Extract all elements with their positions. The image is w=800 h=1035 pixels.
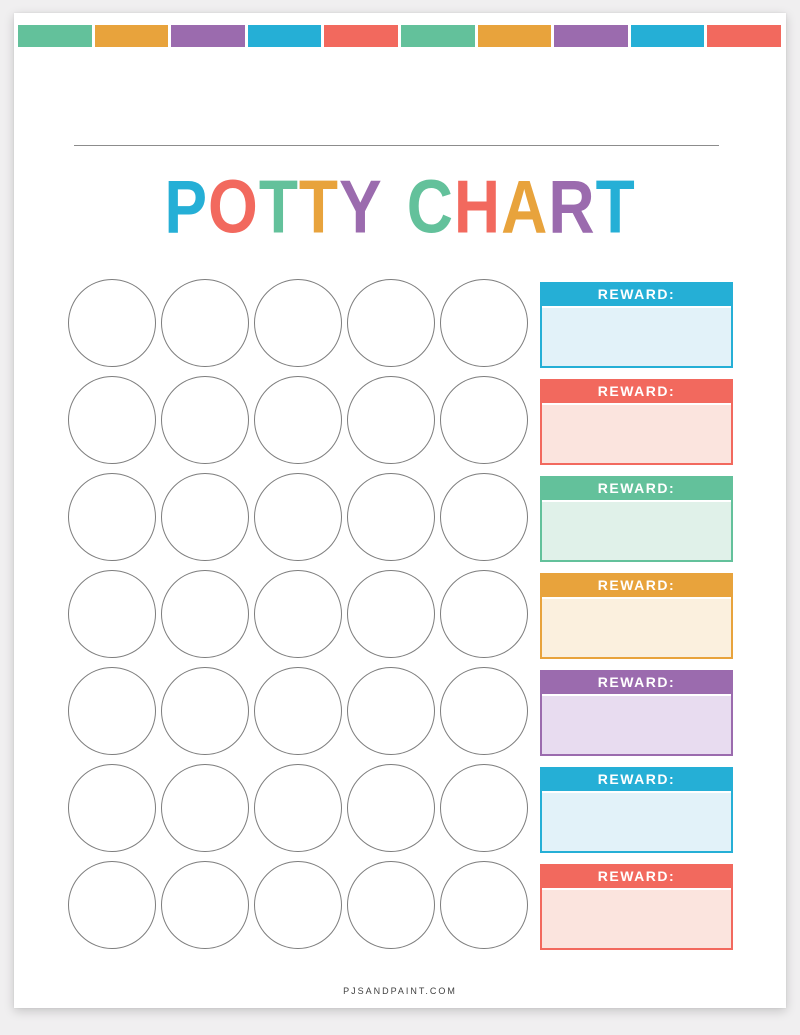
reward-write-in-area	[542, 597, 731, 657]
title-letter: H	[453, 164, 502, 250]
reward-box	[540, 379, 733, 465]
sticker-circle	[161, 473, 249, 561]
footer-credit: PJSANDPAINT.COM	[343, 986, 457, 996]
reward-box	[540, 573, 733, 659]
title-letter: R	[548, 164, 596, 250]
sticker-circle	[440, 279, 528, 367]
sticker-circle	[68, 473, 156, 561]
sticker-circle	[254, 667, 342, 755]
page-title	[14, 163, 786, 250]
reward-header-label: REWARD:	[541, 768, 732, 791]
reward-write-in-area	[542, 403, 731, 463]
sticker-circle	[254, 861, 342, 949]
sticker-circle	[347, 667, 435, 755]
sticker-circle	[347, 473, 435, 561]
title-letter: Y	[339, 164, 383, 250]
sticker-circle	[254, 570, 342, 658]
sticker-circle	[254, 279, 342, 367]
banner-color-block	[171, 25, 245, 47]
reward-header-label: REWARD:	[541, 671, 732, 694]
sticker-circle	[440, 570, 528, 658]
reward-write-in-area	[542, 694, 731, 754]
header-divider-line	[74, 145, 719, 146]
sticker-circle	[347, 279, 435, 367]
reward-header-label: REWARD:	[541, 865, 732, 888]
sticker-circle	[254, 764, 342, 852]
banner-color-block	[324, 25, 398, 47]
sticker-circle	[68, 279, 156, 367]
sticker-circle	[347, 376, 435, 464]
reward-write-in-area	[542, 791, 731, 851]
reward-header-label: REWARD:	[541, 574, 732, 597]
sticker-circle	[68, 376, 156, 464]
sticker-circle	[161, 279, 249, 367]
title-letter: O	[208, 164, 259, 250]
title-letter: T	[298, 164, 339, 250]
reward-write-in-area	[542, 888, 731, 948]
reward-header-label: REWARD:	[541, 283, 732, 306]
sticker-circle	[68, 570, 156, 658]
sticker-circle	[161, 570, 249, 658]
reward-box	[540, 767, 733, 853]
banner-color-block	[707, 25, 781, 47]
reward-box	[540, 476, 733, 562]
banner-color-block	[631, 25, 705, 47]
reward-write-in-area	[542, 500, 731, 560]
sticker-circle	[347, 861, 435, 949]
sticker-circle	[161, 764, 249, 852]
rewards-column	[540, 282, 733, 950]
title-letter: T	[595, 164, 636, 250]
banner-color-block	[554, 25, 628, 47]
title-letter: C	[406, 164, 454, 250]
title-letter: T	[258, 164, 299, 250]
reward-box	[540, 282, 733, 368]
sticker-circle	[161, 376, 249, 464]
sticker-circle	[440, 473, 528, 561]
sticker-circle	[161, 861, 249, 949]
sticker-grid	[68, 279, 528, 949]
sticker-circle	[68, 764, 156, 852]
reward-box	[540, 864, 733, 950]
banner-color-block	[18, 25, 92, 47]
sticker-circle	[347, 764, 435, 852]
title-letter: P	[164, 164, 209, 250]
reward-write-in-area	[542, 306, 731, 366]
sticker-circle	[68, 861, 156, 949]
title-letter: A	[501, 164, 549, 250]
printable-page	[14, 13, 786, 1008]
reward-box	[540, 670, 733, 756]
sticker-circle	[347, 570, 435, 658]
sticker-circle	[440, 764, 528, 852]
reward-header-label: REWARD:	[541, 477, 732, 500]
sticker-circle	[440, 667, 528, 755]
reward-header-label: REWARD:	[541, 380, 732, 403]
banner-color-block	[478, 25, 552, 47]
banner-color-block	[248, 25, 322, 47]
top-banner	[18, 25, 781, 47]
sticker-circle	[68, 667, 156, 755]
sticker-circle	[254, 376, 342, 464]
banner-color-block	[95, 25, 169, 47]
sticker-circle	[161, 667, 249, 755]
sticker-circle	[254, 473, 342, 561]
sticker-circle	[440, 376, 528, 464]
banner-color-block	[401, 25, 475, 47]
sticker-circle	[440, 861, 528, 949]
